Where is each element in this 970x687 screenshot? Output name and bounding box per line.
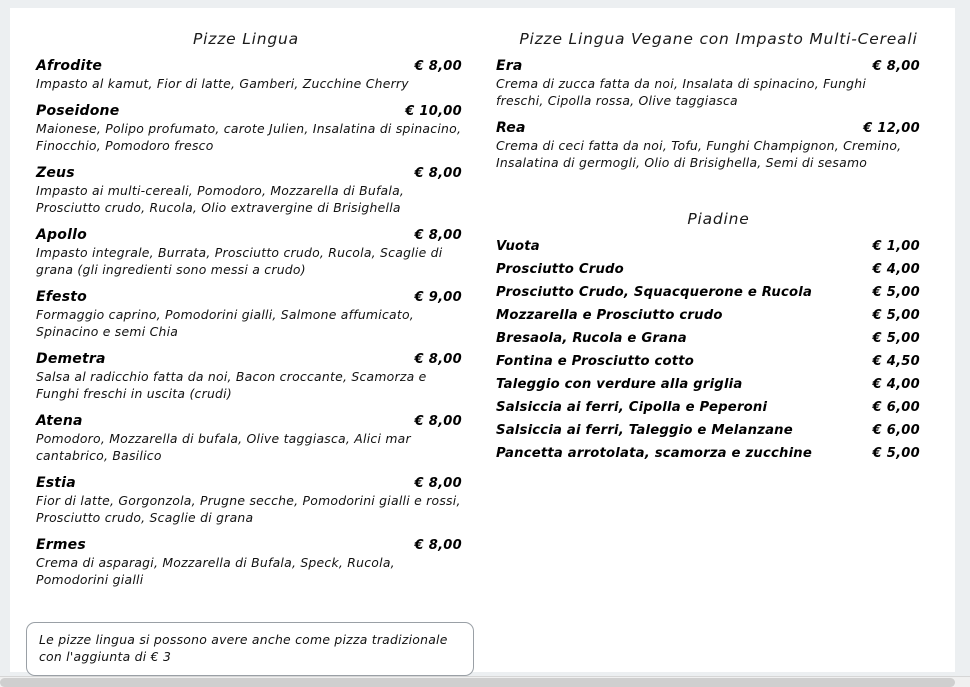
menu-item-description: Crema di ceci fatta da noi, Tofu, Funghi Champignon, Cremino, Insalatina di germogli, Olio di Brisighella, Semi di sesamo [496, 138, 902, 170]
menu-item-name: Pancetta arrotolata, scamorza e zucchine [496, 446, 813, 461]
menu-item-head [36, 537, 462, 553]
horizontal-scrollbar-thumb[interactable] [0, 678, 955, 687]
menu-item-name: Demetra [36, 351, 106, 367]
menu-item-price: € 8,00 [414, 414, 462, 429]
menu-column-right [482, 8, 955, 672]
menu-item-price: € 8,00 [414, 538, 462, 553]
menu-item [10, 289, 482, 340]
menu-item-price: € 1,00 [872, 239, 920, 254]
pizze-lingua-list [10, 58, 482, 588]
menu-item-description: Crema di asparagi, Mozzarella di Bufala, Speck, Rucola, Pomodorini gialli [36, 555, 395, 587]
piadine-list [482, 239, 955, 461]
section-title-pizze-vegane: Pizze Lingua Vegane con Impasto Multi-Cereali [519, 30, 918, 48]
menu-item [482, 377, 955, 392]
menu-item-name: Afrodite [36, 58, 103, 74]
menu-item-head [36, 351, 462, 367]
menu-item-price: € 6,00 [872, 400, 920, 415]
menu-item-price: € 4,00 [872, 377, 920, 392]
menu-item-price: € 8,00 [414, 352, 462, 367]
menu-item-description: Maionese, Polipo profumato, carote Julien, Insalatina di spinacino, Finocchio, Pomodoro fresco [36, 121, 462, 153]
horizontal-scrollbar[interactable] [0, 676, 970, 687]
menu-item [10, 165, 482, 216]
menu-item-name: Atena [36, 413, 83, 429]
menu-item [10, 103, 482, 154]
menu-item [482, 331, 955, 346]
menu-item-price: € 6,00 [872, 423, 920, 438]
menu-item-head [36, 289, 462, 305]
menu-item-price: € 5,00 [872, 331, 920, 346]
menu-item-price: € 4,00 [872, 262, 920, 277]
menu-item-name: Bresaola, Rucola e Grana [496, 331, 687, 346]
menu-item-price: € 9,00 [414, 290, 462, 305]
menu-item-name: Prosciutto Crudo [496, 262, 624, 277]
menu-item-name: Fontina e Prosciutto cotto [496, 354, 695, 369]
menu-item [482, 58, 955, 109]
menu-item [10, 227, 482, 278]
menu-item [10, 413, 482, 464]
menu-item-description: Formaggio caprino, Pomodorini gialli, Salmone affumicato, Spinacino e semi Chia [36, 307, 414, 339]
menu-item [482, 446, 955, 461]
menu-item [482, 423, 955, 438]
menu-item [482, 308, 955, 323]
menu-item-name: Apollo [36, 227, 87, 243]
menu-column-left [10, 8, 482, 672]
menu-item-head [496, 120, 920, 136]
menu-item-description: Fior di latte, Gorgonzola, Prugne secche, Pomodorini gialli e rossi, Prosciutto crudo, Scaglie di grana [36, 493, 461, 525]
menu-item-name: Vuota [496, 239, 540, 254]
menu-item-price: € 8,00 [414, 228, 462, 243]
menu-item-price: € 4,50 [872, 354, 920, 369]
menu-item-description: Pomodoro, Mozzarella di bufala, Olive taggiasca, Alici mar cantabrico, Basilico [36, 431, 411, 463]
menu-item-name: Prosciutto Crudo, Squacquerone e Rucola [496, 285, 813, 300]
menu-item-price: € 5,00 [872, 446, 920, 461]
menu-item-head [36, 227, 462, 243]
menu-item-name: Ermes [36, 537, 86, 553]
menu-item [482, 400, 955, 415]
footer-note-text: Le pizze lingua si possono avere anche come pizza tradizionale con l'aggiunta di € 3 [39, 632, 448, 664]
menu-item-name: Mozzarella e Prosciutto crudo [496, 308, 723, 323]
section-title-piadine: Piadine [687, 210, 750, 228]
menu-item-price: € 10,00 [405, 104, 462, 119]
menu-item [10, 475, 482, 526]
menu-item-name: Poseidone [36, 103, 120, 119]
menu-item-name: Estia [36, 475, 76, 491]
menu-item-description: Salsa al radicchio fatta da noi, Bacon croccante, Scamorza e Funghi freschi in uscita (crudi) [36, 369, 427, 401]
menu-item-price: € 5,00 [872, 285, 920, 300]
menu-item-head [496, 58, 920, 74]
menu-item-price: € 8,00 [414, 59, 462, 74]
menu-item-name: Rea [496, 120, 526, 136]
menu-item-head [36, 103, 462, 119]
menu-item-price: € 8,00 [872, 59, 920, 74]
menu-item-name: Salsiccia ai ferri, Taleggio e Melanzane [496, 423, 793, 438]
menu-item-name: Efesto [36, 289, 87, 305]
footer-note-box [26, 622, 474, 676]
menu-item [10, 537, 482, 588]
menu-item-head [36, 58, 462, 74]
menu-item [482, 262, 955, 277]
menu-item-name: Zeus [36, 165, 75, 181]
menu-item-name: Era [496, 58, 523, 74]
menu-item [482, 239, 955, 254]
menu-item-price: € 5,00 [872, 308, 920, 323]
menu-item [10, 351, 482, 402]
menu-item [482, 120, 955, 171]
section-title-pizze-lingua: Pizze Lingua [193, 30, 299, 48]
menu-item-head [36, 413, 462, 429]
menu-item [482, 354, 955, 369]
menu-item-head [36, 165, 462, 181]
menu-item-description: Impasto ai multi-cereali, Pomodoro, Mozzarella di Bufala, Prosciutto crudo, Rucola, Olio extravergine di Brisighella [36, 183, 405, 215]
menu-item [10, 58, 482, 92]
menu-item-description: Crema di zucca fatta da noi, Insalata di spinacino, Funghi freschi, Cipolla rossa, Olive taggiasca [496, 76, 867, 108]
menu-item [482, 285, 955, 300]
menu-item-name: Taleggio con verdure alla griglia [496, 377, 743, 392]
menu-item-description: Impasto al kamut, Fior di latte, Gamberi, Zucchine Cherry [36, 76, 409, 91]
menu-columns [10, 8, 955, 672]
menu-item-price: € 8,00 [414, 476, 462, 491]
pizze-vegane-list [482, 58, 955, 171]
menu-item-price: € 8,00 [414, 166, 462, 181]
menu-item-description: Impasto integrale, Burrata, Prosciutto crudo, Rucola, Scaglie di grana (gli ingredienti sono messi a crudo) [36, 245, 443, 277]
menu-page [10, 8, 955, 672]
menu-item-name: Salsiccia ai ferri, Cipolla e Peperoni [496, 400, 768, 415]
menu-item-head [36, 475, 462, 491]
menu-item-price: € 12,00 [863, 121, 920, 136]
